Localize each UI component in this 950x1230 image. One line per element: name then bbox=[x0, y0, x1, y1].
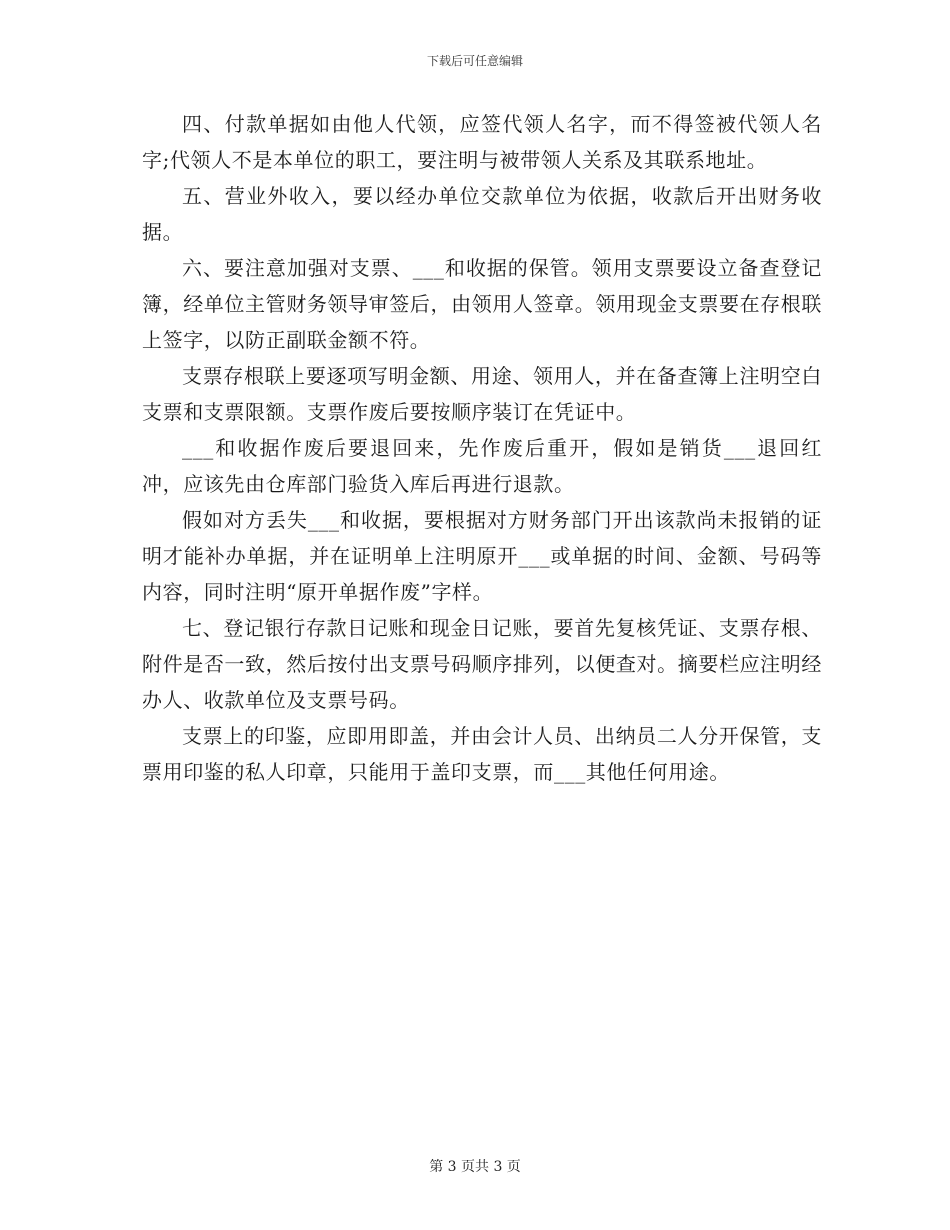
paragraph-item-6: 六、要注意加强对支票、___和收据的保管。领用支票要设立备查登记簿，经单位主管财务领导审签后，由领用人签章。领用现金支票要在存根联上签字，以防正副联金额不符。 bbox=[142, 256, 822, 352]
paragraph-lost-receipts: 假如对方丢失___和收据，要根据对方财务部门开出该款尚未报销的证明才能补办单据，并在证明单上注明原开___或单据的时间、金额、号码等内容，同时注明“原开单据作废”字样。 bbox=[142, 508, 822, 604]
document-body bbox=[142, 106, 822, 790]
paragraph-item-4: 四、付款单据如由他人代领，应签代领人名字，而不得签被代领人名字;代领人不是本单位的职工，要注明与被带领人关系及其联系地址。 bbox=[142, 112, 822, 172]
paragraph-void-receipts: ___和收据作废后要退回来，先作废后重开，假如是销货___退回红冲，应该先由仓库部门验货入库后再进行退款。 bbox=[142, 436, 822, 496]
paragraph-cheque-stub: 支票存根联上要逐项写明金额、用途、领用人，并在备查簿上注明空白支票和支票限额。支票作废后要按顺序装订在凭证中。 bbox=[142, 364, 822, 424]
paragraph-seal: 支票上的印鉴，应即用即盖，并由会计人员、出纳员二人分开保管，支票用印鉴的私人印章，只能用于盖印支票，而___其他任何用途。 bbox=[142, 724, 822, 784]
page-footer: 第 3 页共 3 页 bbox=[429, 1159, 521, 1175]
paragraph-item-7: 七、登记银行存款日记账和现金日记账，要首先复核凭证、支票存根、附件是否一致，然后按付出支票号码顺序排列，以便查对。摘要栏应注明经办人、收款单位及支票号码。 bbox=[142, 616, 822, 712]
paragraph-item-5: 五、营业外收入，要以经办单位交款单位为依据，收款后开出财务收据。 bbox=[142, 184, 822, 244]
page-header: 下载后可任意编辑 bbox=[426, 54, 523, 68]
